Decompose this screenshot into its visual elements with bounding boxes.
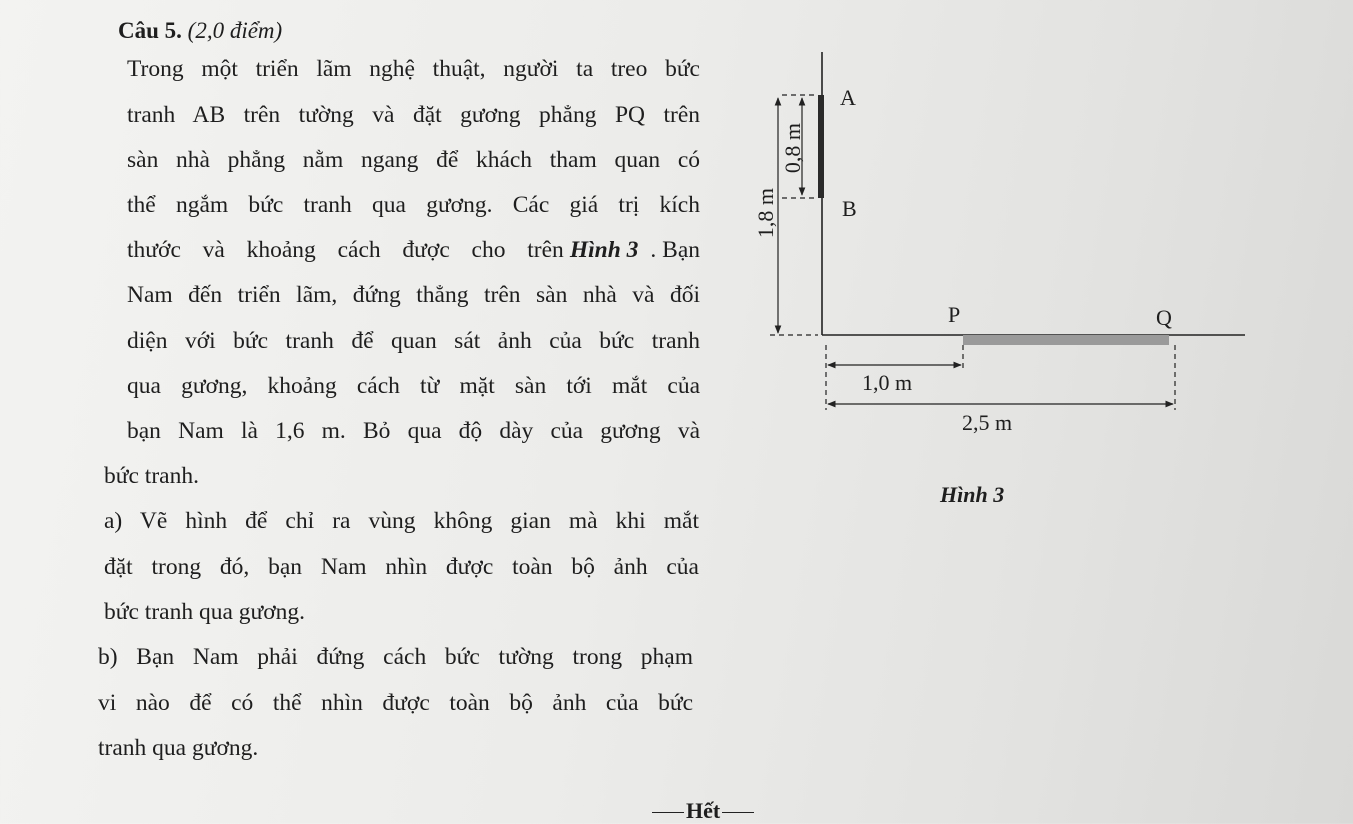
dim-wall-to-Q-label: 2,5 m [962,410,1013,435]
part-a-line-2: đặt trong đó, bạn Nam nhìn được toàn bộ ảnh của [104,554,699,580]
dim-wall-to-P-label: 1,0 m [862,370,913,395]
body-line-5-tail: . Bạn [650,237,700,263]
label-P: P [948,302,961,327]
body-line-9: bạn Nam là 1,6 m. Bỏ qua độ dày của gương và [127,418,700,444]
question-number: Câu 5. [118,18,182,43]
part-b-line-1: b) Bạn Nam phải đứng cách bức tường trong phạm [98,644,693,670]
body-line-6: Nam đến triển lãm, đứng thẳng trên sàn nhà và đối [127,282,700,308]
label-B: B [842,196,857,221]
label-Q: Q [1156,305,1172,330]
mirror-PQ [963,335,1169,345]
body-line-5-text: thước và khoảng cách được cho trên [127,237,564,263]
figure-reference: Hình 3 [569,237,639,263]
part-b-line-2: vi nào để có thể nhìn được toàn bộ ảnh của bức [98,690,693,716]
end-dash-left [652,812,684,813]
end-mark [650,798,756,824]
label-A: A [840,85,856,110]
body-line-3: sàn nhà phẳng nằm ngang để khách tham quan có [127,147,700,173]
part-b-line-3: tranh qua gương. [98,735,259,761]
question-points: (2,0 điểm) [187,18,283,43]
end-dash-right [722,812,754,813]
body-line-8: qua gương, khoảng cách từ mặt sàn tới mắt của [127,373,700,399]
part-a-line-1: a) Vẽ hình để chỉ ra vùng không gian mà khi mắt [104,508,699,534]
body-line-1: Trong một triển lãm nghệ thuật, người ta treo bức [127,56,700,82]
end-text: Hết [686,798,721,823]
body-line-7: diện với bức tranh để quan sát ảnh của bức tranh [127,328,700,354]
dim-height-label: 1,8 m [753,187,778,239]
figure-caption: Hình 3 [940,482,1005,507]
body-line-10: bức tranh. [104,463,199,489]
body-line-2: tranh AB trên tường và đặt gương phẳng PQ trên [127,102,700,128]
body-line-4: thể ngắm bức tranh qua gương. Các giá trị kích [127,192,700,218]
painting-AB [818,95,824,198]
part-a-line-3: bức tranh qua gương. [104,599,306,625]
dim-painting-label: 0,8 m [780,122,805,174]
